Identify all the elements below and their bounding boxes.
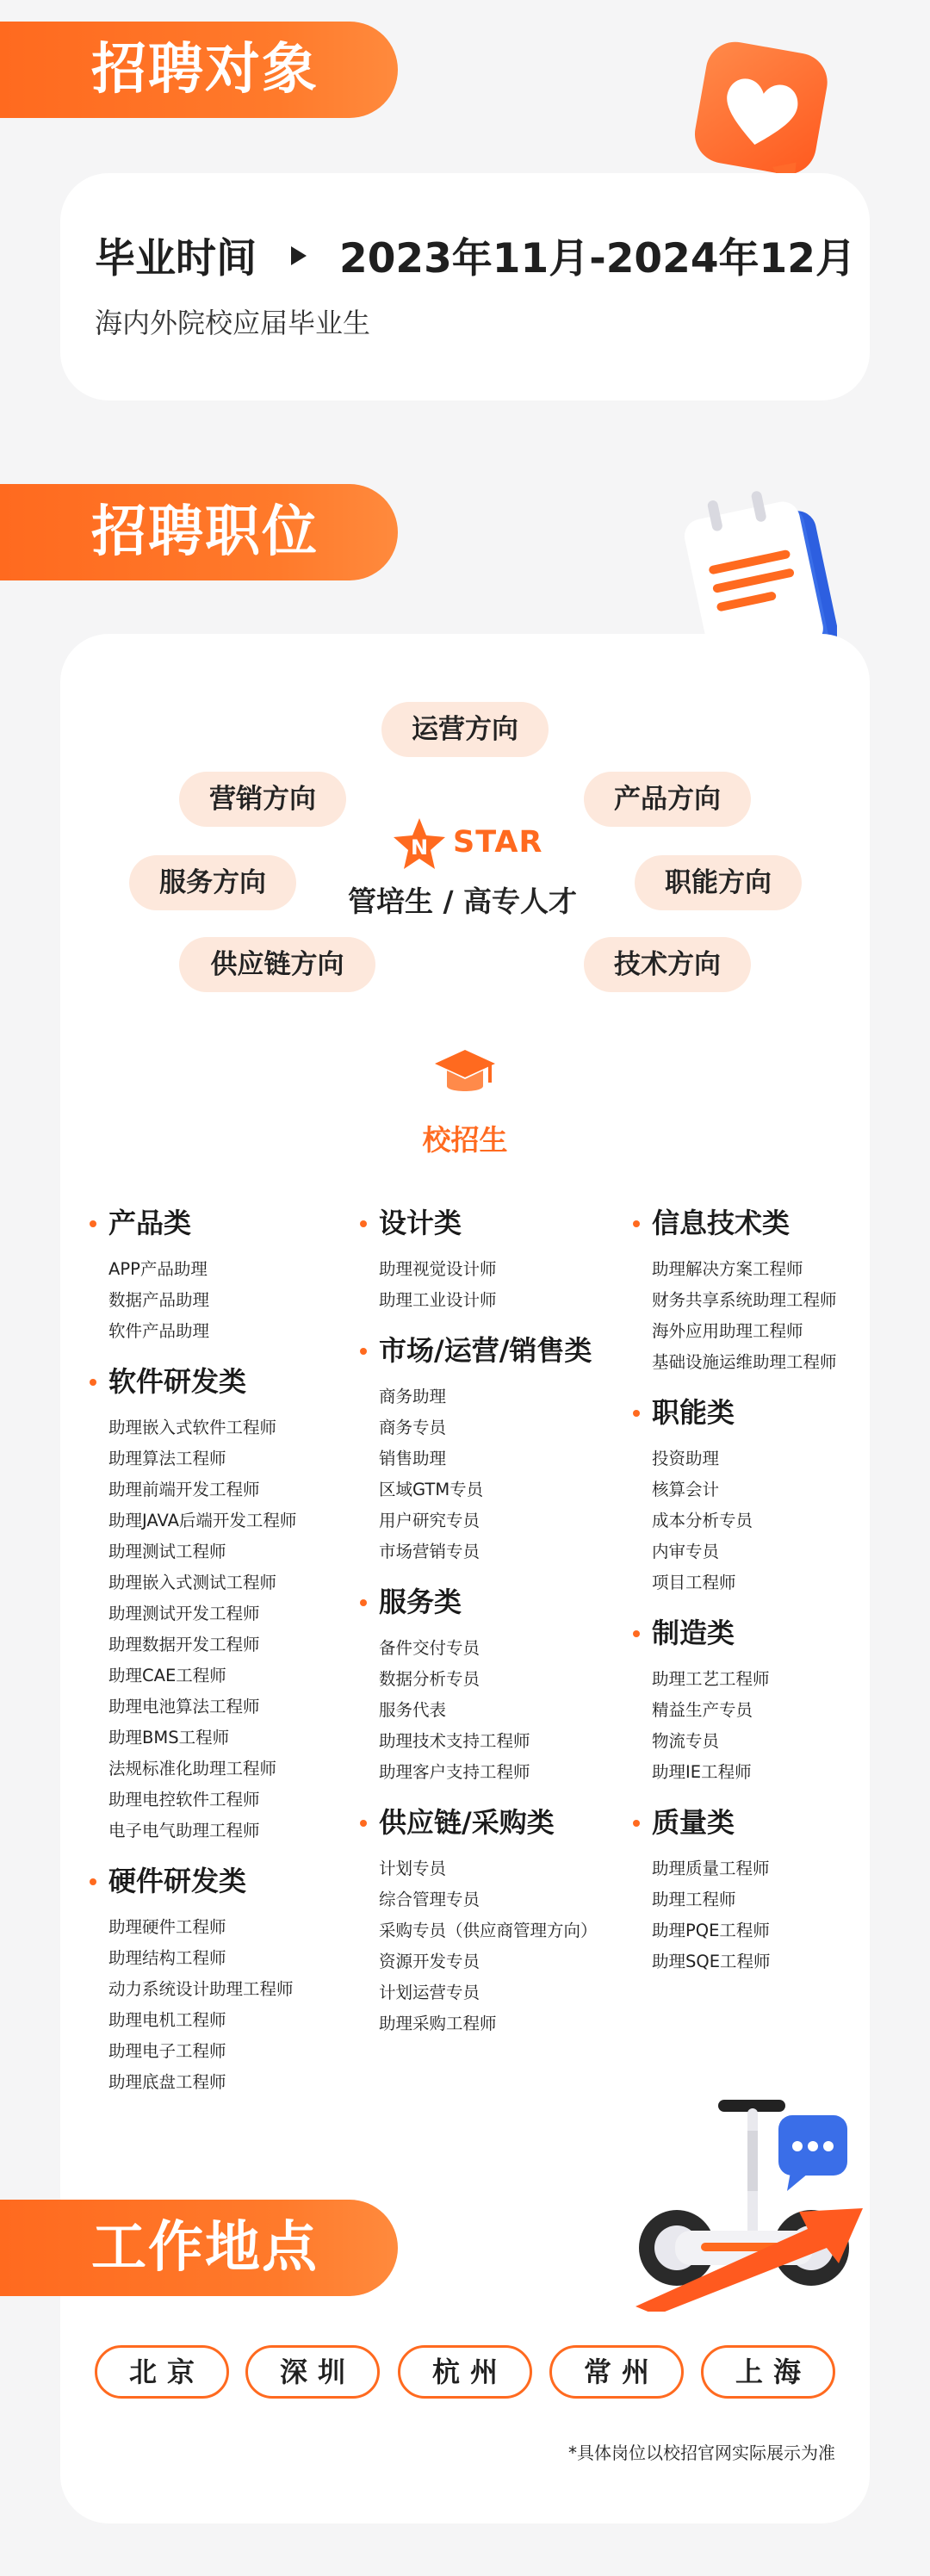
job-item[interactable]: 基础设施运维助理工程师 xyxy=(652,1352,837,1372)
job-item[interactable]: 计划专员 xyxy=(379,1859,447,1878)
job-item[interactable]: 市场营销专员 xyxy=(379,1542,480,1561)
job-item[interactable]: 助理工程师 xyxy=(652,1890,736,1909)
direction-pill-service[interactable]: 服务方向 xyxy=(129,855,296,910)
direction-pill-function[interactable]: 职能方向 xyxy=(635,855,802,910)
star-label: STAR xyxy=(453,825,543,860)
category-title: 质量类 xyxy=(652,1803,837,1841)
direction-pill-marketing[interactable]: 营销方向 xyxy=(179,772,346,827)
job-item[interactable]: 助理电子工程师 xyxy=(108,2041,226,2061)
job-item[interactable]: 助理CAE工程师 xyxy=(108,1666,226,1685)
job-item[interactable]: 助理算法工程师 xyxy=(108,1449,226,1468)
eligibility-text: 海内外院校应届毕业生 xyxy=(95,307,371,339)
job-item[interactable]: 投资助理 xyxy=(652,1449,720,1468)
job-item[interactable]: 助理IE工程师 xyxy=(652,1762,752,1782)
program-title: 管培生 / 高专人才 xyxy=(348,885,578,918)
job-item[interactable]: 助理PQE工程师 xyxy=(652,1921,770,1940)
job-item[interactable]: 数据分析专员 xyxy=(379,1669,480,1689)
job-item[interactable]: 精益生产专员 xyxy=(652,1700,753,1720)
job-item[interactable]: 助理硬件工程师 xyxy=(108,1917,226,1937)
play-arrow-icon xyxy=(291,246,307,265)
job-item[interactable]: 商务专员 xyxy=(379,1418,447,1437)
job-item[interactable]: 助理SQE工程师 xyxy=(652,1952,771,1971)
job-item[interactable]: 助理结构工程师 xyxy=(108,1948,226,1968)
direction-pill-supply-chain[interactable]: 供应链方向 xyxy=(179,937,375,992)
job-item[interactable]: 备件交付专员 xyxy=(379,1638,480,1658)
city-tag-shenzhen[interactable]: 深圳 xyxy=(245,2345,380,2399)
job-item[interactable]: APP产品助理 xyxy=(108,1259,208,1279)
campus-recruit-label: 校招生 xyxy=(422,1123,508,1157)
category-title: 软件研发类 xyxy=(108,1362,296,1400)
job-item[interactable]: 内审专员 xyxy=(652,1542,720,1561)
category-title: 设计类 xyxy=(379,1204,598,1242)
job-item[interactable]: 助理电机工程师 xyxy=(108,2010,226,2030)
job-item[interactable]: 海外应用助理工程师 xyxy=(652,1321,803,1341)
job-item[interactable]: 项目工程师 xyxy=(652,1573,736,1592)
job-item[interactable]: 助理数据开发工程师 xyxy=(108,1635,260,1654)
jobs-column-1 xyxy=(108,1204,296,2098)
graduation-row xyxy=(95,227,856,284)
category-title: 产品类 xyxy=(108,1204,296,1242)
category-title: 硬件研发类 xyxy=(108,1862,296,1900)
recruit-target-card xyxy=(60,173,870,400)
job-item[interactable]: 助理前端开发工程师 xyxy=(108,1480,260,1499)
job-item[interactable]: 服务代表 xyxy=(379,1700,447,1720)
direction-pill-operations[interactable]: 运营方向 xyxy=(381,702,549,757)
graduation-cap-icon xyxy=(433,1046,497,1100)
job-item[interactable]: 助理技术支持工程师 xyxy=(379,1731,530,1751)
star-n-icon xyxy=(392,816,447,872)
category-title: 制造类 xyxy=(652,1614,837,1652)
job-item[interactable]: 助理测试开发工程师 xyxy=(108,1604,260,1623)
job-item[interactable]: 助理嵌入式软件工程师 xyxy=(108,1418,277,1437)
job-item[interactable]: 采购专员（供应商管理方向） xyxy=(379,1921,598,1940)
job-item[interactable]: 计划运营专员 xyxy=(379,1983,480,2002)
category-title: 市场/运营/销售类 xyxy=(379,1331,598,1369)
category-title: 服务类 xyxy=(379,1583,598,1621)
city-tag-hangzhou[interactable]: 杭州 xyxy=(398,2345,532,2399)
category-title: 供应链/采购类 xyxy=(379,1803,598,1841)
job-item[interactable]: 助理质量工程师 xyxy=(652,1859,770,1878)
job-item[interactable]: 核算会计 xyxy=(652,1480,720,1499)
graduation-label: 毕业时间 xyxy=(95,235,257,282)
chat-bubble-icon xyxy=(778,2115,847,2191)
recruit-positions-banner: 招聘职位 xyxy=(0,484,398,580)
job-item[interactable]: 成本分析专员 xyxy=(652,1511,753,1530)
direction-pill-product[interactable]: 产品方向 xyxy=(584,772,751,827)
job-item[interactable]: 助理JAVA后端开发工程师 xyxy=(108,1511,297,1530)
job-item[interactable]: 助理电控软件工程师 xyxy=(108,1790,260,1809)
job-item[interactable]: 助理解决方案工程师 xyxy=(652,1259,803,1279)
job-item[interactable]: 资源开发专员 xyxy=(379,1952,480,1971)
job-item[interactable]: 助理嵌入式测试工程师 xyxy=(108,1573,277,1592)
job-item[interactable]: 助理BMS工程师 xyxy=(108,1728,230,1747)
job-item[interactable]: 区域GTM专员 xyxy=(379,1480,484,1499)
city-tag-beijing[interactable]: 北京 xyxy=(95,2345,229,2399)
graduation-range: 2023年11月-2024年12月 xyxy=(339,235,856,282)
job-item[interactable]: 数据产品助理 xyxy=(108,1290,210,1310)
job-item[interactable]: 动力系统设计助理工程师 xyxy=(108,1979,294,1999)
job-item[interactable]: 助理底盘工程师 xyxy=(108,2072,226,2092)
footnote-text: *具体岗位以校招官网实际展示为准 xyxy=(568,2443,835,2463)
job-item[interactable]: 商务助理 xyxy=(379,1387,447,1406)
scooter-icon xyxy=(627,2079,877,2312)
job-item[interactable]: 助理采购工程师 xyxy=(379,2014,497,2033)
job-item[interactable]: 财务共享系统助理工程师 xyxy=(652,1290,837,1310)
category-title: 职能类 xyxy=(652,1394,837,1431)
city-tag-changzhou[interactable]: 常州 xyxy=(549,2345,684,2399)
svg-text:N: N xyxy=(410,835,429,860)
job-item[interactable]: 电子电气助理工程师 xyxy=(108,1821,260,1840)
city-tag-shanghai[interactable]: 上海 xyxy=(701,2345,835,2399)
job-item[interactable]: 助理电池算法工程师 xyxy=(108,1697,260,1716)
job-item[interactable]: 法规标准化助理工程师 xyxy=(108,1759,277,1778)
jobs-column-2 xyxy=(379,1204,598,2039)
jobs-column-3 xyxy=(652,1204,837,1977)
work-location-banner: 工作地点 xyxy=(0,2200,398,2296)
job-item[interactable]: 软件产品助理 xyxy=(108,1321,210,1341)
job-item[interactable]: 助理工业设计师 xyxy=(379,1290,497,1310)
recruit-target-banner: 招聘对象 xyxy=(0,22,398,118)
job-item[interactable]: 物流专员 xyxy=(652,1731,720,1751)
job-item[interactable]: 助理测试工程师 xyxy=(108,1542,226,1561)
category-title: 信息技术类 xyxy=(652,1204,837,1242)
job-item[interactable]: 助理视觉设计师 xyxy=(379,1259,497,1279)
job-item[interactable]: 用户研究专员 xyxy=(379,1511,480,1530)
job-item[interactable]: 销售助理 xyxy=(379,1449,447,1468)
job-item[interactable]: 助理工艺工程师 xyxy=(652,1669,770,1689)
job-item[interactable]: 助理客户支持工程师 xyxy=(379,1762,530,1782)
direction-pill-technology[interactable]: 技术方向 xyxy=(584,937,751,992)
job-item[interactable]: 综合管理专员 xyxy=(379,1890,480,1909)
